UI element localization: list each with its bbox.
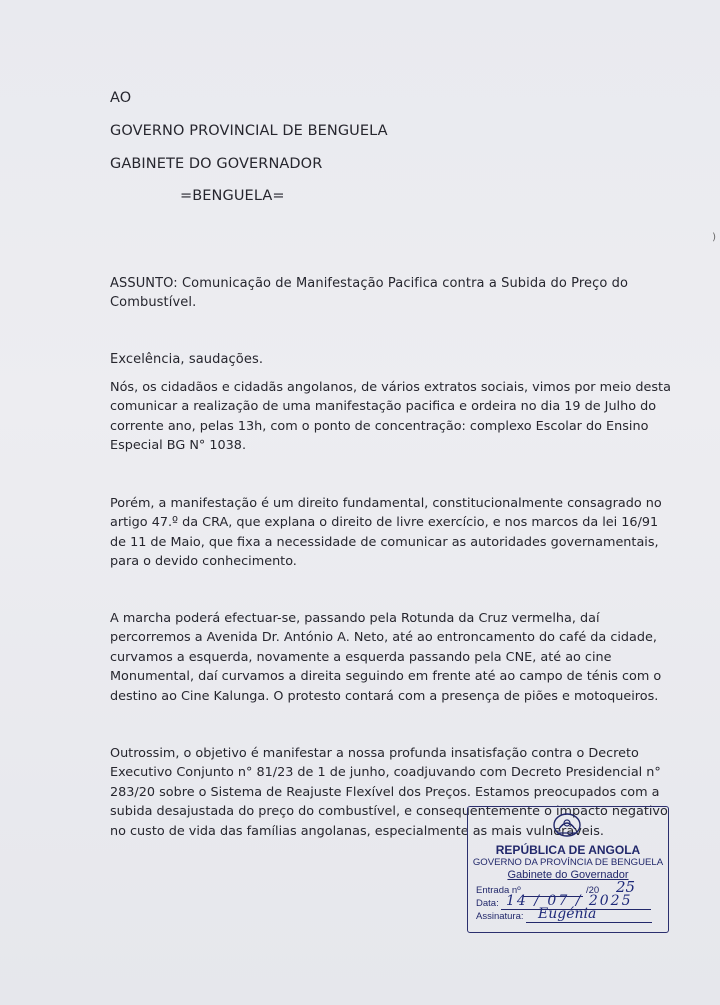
paragraph-2 [110,494,662,572]
paragraph-line: 283/20 sobre o Sistema de Reajuste Flexível dos Preços. Estamos preocupados com a [110,784,660,800]
recipient-government: GOVERNO PROVINCIAL DE BENGUELA [110,123,388,139]
stamp-entry-year: 25 [616,878,636,896]
stamp-entry-label: Entrada nº [476,885,521,896]
stamp-date-value: 14 / 07 / 2025 [506,893,633,909]
paragraph-line: Monumental, daí curvamos a direita seguindo em frente até ao campo de ténis com o [110,669,662,685]
paragraph-line: Executivo Conjunto n° 81/23 de 1 de junho, coadjuvando com Decreto Presidencial n° [110,765,661,781]
stamp-signature: Eugénia [538,906,597,922]
paragraph-line: destino ao Cine Kalunga. O protesto contará com a presença de piões e motoqueiros. [110,688,659,704]
subject-line-2: Combustível. [110,295,197,310]
recipient-office: GABINETE DO GOVERNADOR [110,156,323,172]
recipient-to: AO [110,90,132,106]
paragraph-line: comunicar a realização de uma manifestação pacifica e ordeira no dia 19 de Julho do [110,399,657,415]
paragraph-line: curvamos a esquerda, novamente a esquerda passando pela CNE, até ao cine [110,649,612,665]
paragraph-line: Nós, os cidadãos e cidadãs angolanos, de vários extratos sociais, vimos por meio desta [110,380,671,395]
paragraph-line: para o devido conhecimento. [110,554,297,570]
stamp-signature-label: Assinatura: [476,911,524,922]
stamp-date-label: Data: [476,898,499,909]
greeting: Excelência, saudações. [110,352,264,367]
paragraph-line: subida desajustada do preço do combustível, e consequentemente o impacto negativo [110,804,668,820]
paragraph-line: Especial BG N° 1038. [110,438,247,454]
paragraph-line: no custo de vida das famílias angolanas, especialmente as mais vulneráveis. [110,823,604,839]
paragraph-1 [110,378,671,456]
paragraph-line: Porém, a manifestação é um direito fundamental, constitucionalmente consagrado no [110,496,662,511]
paragraph-line: A marcha poderá efectuar-se, passando pela Rotunda da Cruz vermelha, daí [110,611,600,626]
paragraph-line: artigo 47.º da CRA, que explana o direito de livre exercício, e nos marcos da lei 16/91 [110,515,659,531]
subject-line-1: ASSUNTO: Comunicação de Manifestação Pacifica contra a Subida do Preço do [110,276,629,291]
stamp-office: Gabinete do Governador [507,869,629,881]
paragraph-line: Outrossim, o objetivo é manifestar a nossa profunda insatisfação contra o Decreto [110,746,639,761]
coat-of-arms-icon [550,811,584,839]
stamp-government: GOVERNO DA PROVÍNCIA DE BENGUELA [472,857,664,868]
paragraph-line: de 11 de Maio, que fixa a necessidade de comunicar as autoridades governamentais, [110,534,659,550]
paragraph-3 [110,609,662,706]
stamp-entry-year-prefix: /20 [585,885,600,896]
reception-stamp [467,806,669,933]
paragraph-line: percorremos a Avenida Dr. António A. Neto, até ao entroncamento do café da cidade, [110,630,657,646]
stamp-title: REPÚBLICA DE ANGOLA [495,843,641,857]
margin-mark: ) [712,232,716,243]
recipient-city: =BENGUELA= [180,188,285,204]
paragraph-line: corrente ano, pelas 13h, com o ponto de concentração: complexo Escolar do Ensino [110,418,649,434]
